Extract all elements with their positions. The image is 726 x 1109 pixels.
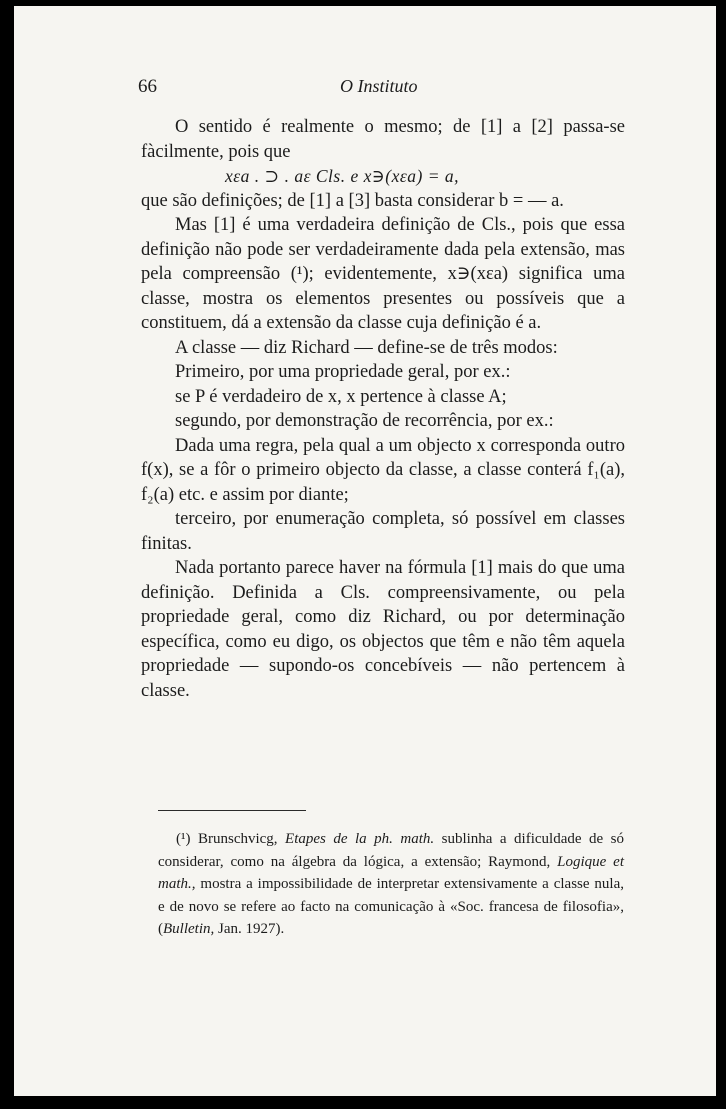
book-page [14, 6, 716, 1096]
running-header [14, 76, 716, 106]
paragraph: se P é verdadeiro de x, x pertence à classe A; [175, 386, 507, 407]
footnote-marker: (¹) [176, 831, 191, 847]
formula: xεa . ⊃ . aε Cls. e x∋(xεa) = a, [225, 166, 460, 186]
footnote-text [158, 828, 624, 941]
paragraph: Dada uma regra, pela qual a um objecto x corresponda outro f(x), se a fôr o primeiro objecto da classe, a classe conterá f₁(a), f₂(a) etc. e assim por diante; [141, 435, 625, 505]
paragraph: segundo, por demonstração de recorrência, por ex.: [175, 411, 554, 431]
paragraph: O sentido é realmente o mesmo; de [1] a [2] passa-se fàcilmente, pois que [141, 117, 625, 162]
footnote-segment: Brunschvicg, [197, 831, 278, 847]
cited-title: Bulletin, [163, 921, 215, 937]
paragraph: terceiro, por enumeração completa, só possível em classes finitas. [141, 509, 625, 554]
footnote-segment: sublinha a dificuldade de só considerar, como na álgebra da lógica, a extensão; Raymond, [158, 831, 624, 870]
footnote-segment: mostra a impossibilidade de interpretar extensivamente a classe nula, e de novo se refere ao facto na comunicação à «Soc. francesa de filosofia», ( [158, 876, 624, 937]
cited-title: Logique et math., [158, 853, 624, 892]
body-text [141, 115, 625, 703]
paragraph: Nada portanto parece haver na fórmula [1] mais do que uma definição. Definida a Cls. compreensivamente, ou pela propriedade geral, como diz Richard, ou por determinação específica, como eu digo, os objectos que têm e não têm aquela propriedade — supondo-os concebíveis — não pertencem à classe. [141, 558, 625, 701]
footnote-divider [158, 810, 306, 811]
footnote-segment: Jan. 1927). [218, 921, 285, 937]
cited-title: Etapes de la ph. math. [285, 831, 435, 847]
footnote [158, 828, 624, 941]
paragraph: que são definições; de [1] a [3] basta considerar b = — a. [141, 190, 564, 211]
paragraph: Mas [1] é uma verdadeira definição de Cls., pois que essa definição não pode ser verdadeiramente dada pela extensão, mas pela compreensão (¹); evidentemente, x∋(xεa) significa uma classe, mostra os elementos presentes ou possíveis que a constituem, dá a extensão da classe cuja definição é a. [141, 215, 625, 333]
running-title: O Instituto [340, 76, 418, 96]
paragraph: A classe — diz Richard — define-se de três modos: [175, 337, 558, 358]
page-number: 66 [138, 76, 157, 97]
paragraph: Primeiro, por uma propriedade geral, por ex.: [175, 362, 511, 382]
